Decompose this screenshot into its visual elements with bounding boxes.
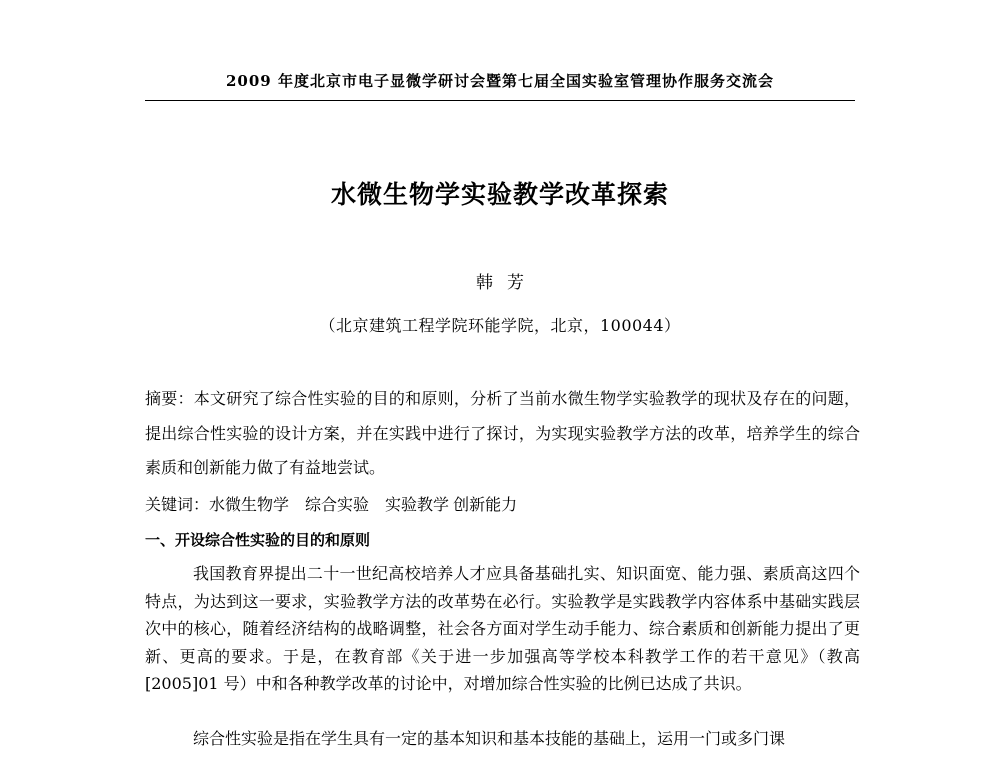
keywords [145, 488, 860, 523]
section-heading: 一、开设综合性实验的目的和原则 [145, 531, 371, 549]
body-paragraph: 我国教育界提出二十一世纪高校培养人才应具备基础扎实、知识面宽、能力强、素质高这四个特点，为达到这一要求，实验教学方法的改革势在必行。实验教学是实践教学内容体系中基础实践层次中的核心，随着经济结构的战略调整，社会各方面对学生动手能力、综合素质和创新能力提出了更新、更高的要求。于是，在教育部《关于进一步加强高等学校本科教学工作的若干意见》（教高[2005]01 号）中和各种教学改革的讨论中，对增加综合性实验的比例已达成了共识。 [145, 564, 860, 693]
paper-title: 水微生物学实验教学改革探索 [330, 180, 669, 209]
keyword: 水微生物学 [209, 495, 290, 514]
author-name: 韩芳 [476, 273, 538, 293]
abstract-label: 摘要： [145, 389, 194, 408]
running-header: 2009 年度北京市电子显微学研讨会暨第七届全国实验室管理协作服务交流会 [226, 72, 774, 90]
author-affiliation: （北京建筑工程学院环能学院，北京，100044） [319, 316, 681, 335]
keyword: 综合实验 [305, 495, 370, 514]
abstract-text: 本文研究了综合性实验的目的和原则，分析了当前水微生物学实验教学的现状及存在的问题，提出综合性实验的设计方案，并在实践中进行了探讨，为实现实验教学方法的改革，培养学生的综合素质和创新能力做了有益地尝试。 [145, 389, 860, 477]
keywords-label: 关键词： [145, 495, 210, 514]
keyword: 创新能力 [453, 495, 518, 514]
keyword: 实验教学 [385, 495, 450, 514]
body-paragraph: 综合性实验是指在学生具有一定的基本知识和基本技能的基础上，运用一门或多门课 [193, 729, 786, 748]
header-rule [145, 100, 855, 101]
abstract [145, 382, 860, 486]
